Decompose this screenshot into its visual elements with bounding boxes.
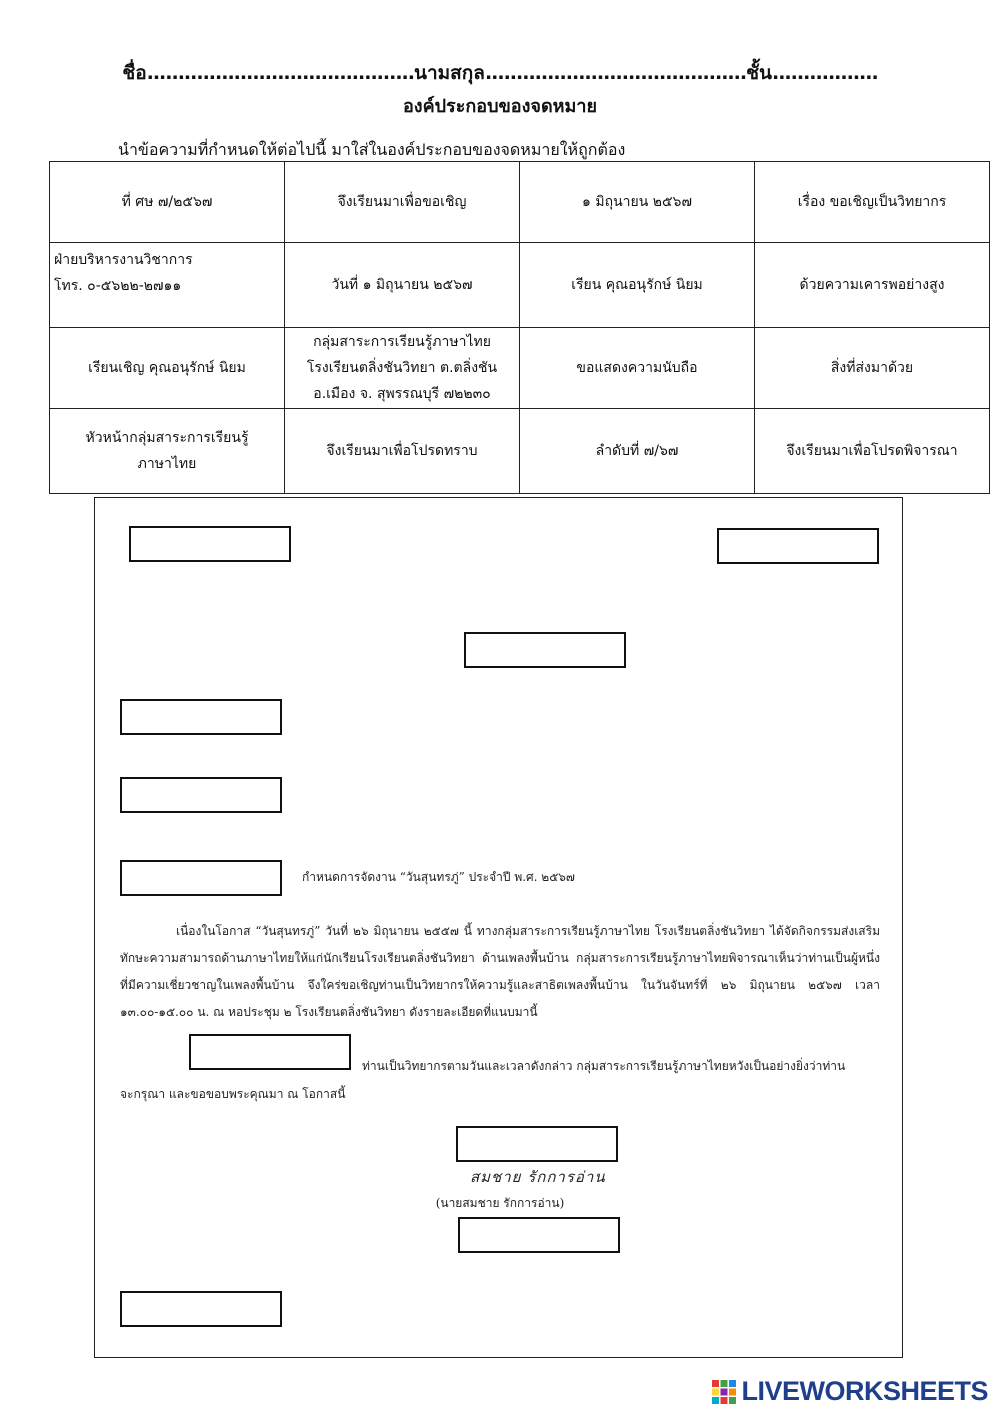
answer-slot-body-closing[interactable] bbox=[189, 1034, 351, 1070]
enclosure-text: กำหนดการจัดงาน “วันสุนทรภู่” ประจำปี พ.ศ. ๒๕๖๗ bbox=[302, 870, 575, 884]
option-cell: ที่ ศษ ๗/๒๕๖๗ bbox=[50, 162, 285, 243]
option-cell-line: กลุ่มสาระการเรียนรู้ภาษาไทย bbox=[313, 334, 491, 350]
option-cell bbox=[50, 243, 285, 328]
handwritten-signature: สมชาย รักการอ่าน bbox=[470, 1168, 606, 1186]
option-cell-line: อ.เมือง จ. สุพรรณบุรี ๗๒๒๓๐ bbox=[313, 386, 491, 402]
answer-slot-position[interactable] bbox=[458, 1217, 620, 1253]
option-cell: ลำดับที่ ๗/๖๗ bbox=[520, 409, 755, 494]
option-cell: ด้วยความเคารพอย่างสูง bbox=[755, 243, 990, 328]
instruction-text: นำข้อความที่กำหนดให้ต่อไปนี้ มาใส่ในองค์ประกอบของจดหมายให้ถูกต้อง bbox=[118, 140, 626, 159]
table-row bbox=[50, 328, 990, 409]
option-cell-line: ภาษาไทย bbox=[137, 456, 197, 472]
answer-slot-enclosure[interactable] bbox=[120, 860, 282, 896]
option-cell-line: โรงเรียนตลิ่งชันวิทยา ต.ตลิ่งชัน bbox=[306, 360, 498, 376]
option-cell: เรียน คุณอนุรักษ์ นิยม bbox=[520, 243, 755, 328]
surname-blank: .......................................... bbox=[484, 62, 747, 84]
name-blank: ........................................... bbox=[146, 62, 414, 84]
table-row bbox=[50, 162, 990, 243]
student-info-line bbox=[0, 58, 1000, 88]
name-label: ชื่อ bbox=[122, 62, 147, 84]
signer-name: (นายสมชาย รักการอ่าน) bbox=[435, 1196, 565, 1210]
page-title: องค์ประกอบของจดหมาย bbox=[402, 96, 598, 117]
option-cell: จึงเรียนมาเพื่อขอเชิญ bbox=[285, 162, 520, 243]
answer-slot-sender-address[interactable] bbox=[717, 528, 879, 564]
liveworksheets-logo bbox=[711, 1376, 988, 1407]
answer-slot-complimentary-close[interactable] bbox=[456, 1126, 618, 1162]
option-cell: สิ่งที่ส่งมาด้วย bbox=[755, 328, 990, 409]
letter-body-text: เนื่องในโอกาส “วันสุนทรภู่” วันที่ ๒๖ มิถุนายน ๒๕๕๗ นี้ ทางกลุ่มสาระการเรียนรู้ภาษาไทย โรงเรียนตลิ่งชันวิทยา ได้จัดกิจกรรมส่งเสริมทักษะความสามารถด้านภาษาไทยให้แก่นักเรียนโรงเรียนตลิ่งชันวิทยา ด้านเพลงพื้นบ้าน กลุ่มสาระการเรียนรู้ภาษาไทยพิจารณาเห็นว่าท่านเป็นผู้หนึ่งที่มีความเชี่ยวชาญในเพลงพื้นบ้าน จึงใคร่ขอเชิญท่านเป็นวิทยากรให้ความรู้และสาธิตเพลงพื้นบ้าน ในวันจันทร์ที่ ๒๖ มิถุนายน ๒๕๖๗ เวลา ๑๓.๐๐-๑๕.๐๐ น. ณ หอประชุม ๒ โรงเรียนตลิ่งชันวิทยา ดังรายละเอียดที่แนบมานี้ bbox=[120, 924, 880, 1019]
option-cell bbox=[285, 328, 520, 409]
surname-label: นามสกุล bbox=[414, 62, 485, 84]
answer-slot-date[interactable] bbox=[464, 632, 626, 668]
answer-slot-salutation[interactable] bbox=[120, 777, 282, 813]
option-cell: เรื่อง ขอเชิญเป็นวิทยากร bbox=[755, 162, 990, 243]
options-table bbox=[49, 161, 990, 494]
option-cell: จึงเรียนมาเพื่อโปรดพิจารณา bbox=[755, 409, 990, 494]
option-cell bbox=[50, 409, 285, 494]
answer-slot-department[interactable] bbox=[120, 1291, 282, 1327]
answer-slot-letter-number[interactable] bbox=[129, 526, 291, 562]
brand-text: LIVEWORKSHEETS bbox=[741, 1376, 988, 1406]
class-blank: ................. bbox=[771, 62, 878, 84]
table-row bbox=[50, 409, 990, 494]
liveworksheets-icon bbox=[711, 1379, 737, 1405]
class-label: ชั้น bbox=[746, 62, 772, 84]
option-cell: ขอแสดงความนับถือ bbox=[520, 328, 755, 409]
closing-line: ท่านเป็นวิทยากรตามวันและเวลาดังกล่าว กลุ่มสาระการเรียนรู้ภาษาไทยหวังเป็นอย่างยิ่งว่าท่าน bbox=[362, 1059, 846, 1073]
option-cell: ๑ มิถุนายน ๒๕๖๗ bbox=[520, 162, 755, 243]
option-cell-line: ฝ่ายบริหารงานวิชาการ bbox=[54, 252, 193, 268]
option-cell-line: หัวหน้ากลุ่มสาระการเรียนรู้ bbox=[85, 430, 249, 446]
option-cell-line: โทร. ๐-๕๖๒๒-๒๗๑๑ bbox=[54, 278, 182, 294]
table-row bbox=[50, 243, 990, 328]
letter-body bbox=[120, 918, 880, 1026]
closing-line-2: จะกรุณา และขอขอบพระคุณมา ณ โอกาสนี้ bbox=[120, 1087, 346, 1101]
option-cell: จึงเรียนมาเพื่อโปรดทราบ bbox=[285, 409, 520, 494]
answer-slot-subject[interactable] bbox=[120, 699, 282, 735]
option-cell: วันที่ ๑ มิถุนายน ๒๕๖๗ bbox=[285, 243, 520, 328]
option-cell: เรียนเชิญ คุณอนุรักษ์ นิยม bbox=[50, 328, 285, 409]
